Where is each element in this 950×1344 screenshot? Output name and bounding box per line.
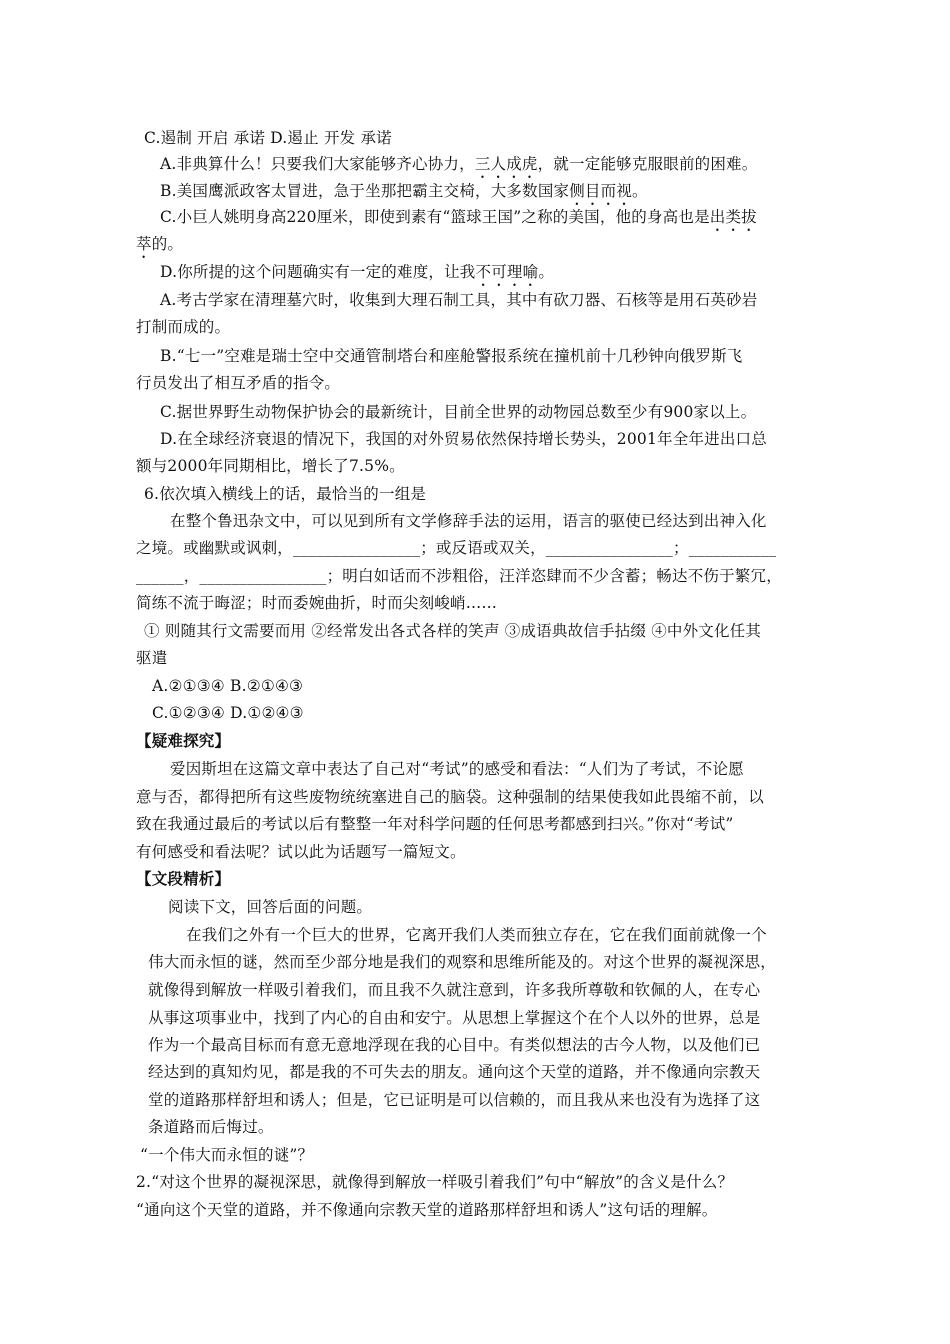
passage-line: 作为一个最高目标而有意无意地浮现在我的心目中。有类似想法的古今人物，以及他们已 <box>148 1036 761 1054</box>
passage-line: 就像得到解放一样吸引着我们，而且我不久就注意到，许多我所尊敬和钦佩的人，在专心 <box>148 981 761 999</box>
option-line: C.遏制 开启 承诺 D.遏止 开发 承诺 <box>144 129 392 147</box>
passage-line: 条道路而后悔过。 <box>148 1118 274 1136</box>
emphasis-mark: 三人成虎 <box>474 155 538 173</box>
option-line: A.考古学家在清理墓穴时，收集到大理石制工具，其中有砍刀器、石核等是用石英砂岩 <box>160 291 758 309</box>
option-line-cont: 行员发出了相互矛盾的指令。 <box>136 374 341 392</box>
option-line: C.小巨人姚明身高220厘米，即使到素有“篮球王国”之称的美国，他的身高也是出类拔 <box>160 208 757 226</box>
emphasis-mark: 不可理喻 <box>475 263 539 281</box>
option-line-cont: 额与2000年同期相比，增长了7.5%。 <box>136 457 405 475</box>
option-line: D.你所提的这个问题确实有一定的难度，让我不可理喻。 <box>160 263 555 281</box>
passage-line: 在我们之外有一个巨大的世界，它离开我们人类而独立存在，它在我们面前就像一个 <box>186 926 767 944</box>
emphasis-mark: 侧目而视 <box>569 182 633 200</box>
paragraph-line: 有何感受和看法呢？试以此为话题写一篇短文。 <box>136 843 466 861</box>
answer-options: A.②①③④ B.②①④③ <box>152 677 304 695</box>
section-heading: 【疑难探究】 <box>136 731 231 750</box>
option-line-cont: 萃的。 <box>136 235 184 253</box>
question-line: 2.“对这个世界的凝视深思，就像得到解放一样吸引着我们”句中“解放”的含义是什么？ <box>136 1173 734 1191</box>
answer-options: C.①②③④ D.①②④③ <box>152 704 304 722</box>
question-line: “通向这个天堂的道路，并不像通向宗教天堂的道路那样舒坦和诱人”这句话的理解。 <box>136 1201 718 1219</box>
instruction-line: 阅读下文，回答后面的问题。 <box>168 898 373 916</box>
paragraph-line: 在整个鲁迅杂文中，可以见到所有文学修辞手法的运用，语言的驱使已经达到出神入化 <box>170 512 767 530</box>
choice-list-cont: 驱遣 <box>136 649 168 667</box>
section-heading: 【文段精析】 <box>136 869 231 888</box>
paragraph-line: 之境。或幽默或讽刺，________________；或反语或双关，________________；___________ <box>136 539 777 557</box>
option-line: D.在全球经济衰退的情况下，我国的对外贸易依然保持增长势头，2001年全年进出口总 <box>160 430 767 448</box>
choice-list: ① 则随其行文需要而用 ②经常发出各式各样的笑声 ③成语典故信手拈缀 ④中外文化任其 <box>144 622 762 640</box>
passage-line: 伟大而永恒的谜，然而至少部分地是我们的观察和思维所能及的。对这个世界的凝视深思， <box>148 953 777 971</box>
emphasis-mark: 萃 <box>136 235 152 253</box>
paragraph-line: 简练不流于晦涩；时而委婉曲折，时而尖刻峻峭…… <box>136 594 498 612</box>
option-line: C.据世界野生动物保护协会的最新统计，目前全世界的动物园总数至少有900家以上。 <box>160 403 757 421</box>
paragraph-line: 爱因斯坦在这篇文章中表达了自己对“考试”的感受和看法：“人们为了考试，不论愿 <box>170 760 744 778</box>
option-line: B.美国鹰派政客太冒进，急于坐那把霸主交椅，大多数国家侧目而视。 <box>160 182 648 200</box>
passage-line: 经达到的真知灼见，都是我的不可失去的朋友。通向这个天堂的道路，并不像通向宗教天 <box>148 1063 761 1081</box>
passage-line: 堂的道路那样舒坦和诱人；但是，它已证明是可以信赖的，而且我从来也没有为选择了这 <box>148 1091 761 1109</box>
paragraph-line: 意与否，都得把所有这些废物统统塞进自己的脑袋。这种强制的结果使我如此畏缩不前，以 <box>136 788 765 806</box>
passage-line: 从事这项事业中，找到了内心的自由和安宁。从思想上掌握这个在个人以外的世界，总是 <box>148 1009 761 1027</box>
question-line: “一个伟大而永恒的谜”？ <box>140 1146 314 1164</box>
option-line: A.非典算什么！只要我们大家能够齐心协力，三人成虎，就一定能够克服眼前的困难。 <box>160 155 758 173</box>
option-line: B.“七一”空难是瑞士空中交通管制塔台和座舱警报系统在撞机前十几秒钟向俄罗斯飞 <box>160 347 743 365</box>
paragraph-line: ______，________________；明白如话而不涉粗俗，汪洋恣肆而不少含蓄；畅达不伤于繁冗， <box>136 567 782 585</box>
paragraph-line: 致在我通过最后的考试以后有整整一年对科学问题的任何思考都感到扫兴。”你对“考试” <box>136 815 734 833</box>
option-line-cont: 打制而成的。 <box>136 318 231 336</box>
emphasis-mark: 出类拔 <box>709 208 757 226</box>
question-stem: 6.依次填入横线上的话，最恰当的一组是 <box>144 485 427 503</box>
